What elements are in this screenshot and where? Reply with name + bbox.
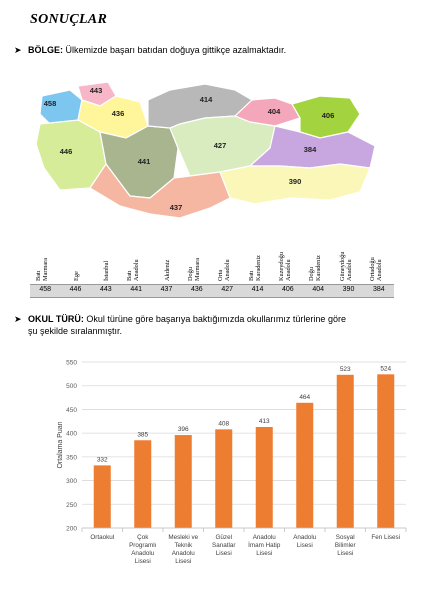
- bullet-school: [14, 313, 423, 337]
- rank-header-cell: [155, 239, 179, 281]
- rank-table-header: [30, 240, 394, 285]
- map-region-value: 390: [288, 177, 302, 186]
- region-rank-table: [30, 240, 394, 298]
- x-tick-label: Lisesi: [256, 550, 273, 557]
- rank-value-cell: 384: [372, 286, 385, 293]
- arrow-bullet-icon: ➤: [14, 314, 22, 324]
- data-label: 523: [339, 365, 351, 373]
- y-tick-label: 250: [66, 501, 77, 509]
- x-tick-label: Programlı: [129, 542, 157, 549]
- x-tick-label: Anadolu: [171, 550, 195, 557]
- rank-header-cell: [215, 239, 239, 281]
- rank-header-label: Güneydoğu Anadolu: [338, 251, 353, 281]
- bar: [337, 375, 354, 528]
- rank-value-cell: 390: [342, 286, 355, 293]
- bullet-school-text: Okul türüne göre başarıya baktığımızda okullarımız türlerine göre: [83, 314, 346, 324]
- x-tick-label: Teknik: [174, 542, 193, 549]
- rank-header-cell: [94, 239, 118, 281]
- data-label: 396: [177, 426, 189, 434]
- rank-header-label: Orta Anadolu: [217, 259, 232, 281]
- y-tick-label: 450: [66, 406, 77, 414]
- rank-header-label: Batı Karadeniz: [247, 255, 262, 281]
- rank-value-cell: 446: [69, 286, 82, 293]
- x-tick-label: Sosyal: [335, 534, 355, 541]
- map-region-value: 384: [303, 145, 317, 154]
- data-label: 332: [96, 456, 108, 464]
- x-tick-label: Anadolu: [293, 534, 317, 541]
- y-axis-label: Ortalama Puan: [57, 421, 64, 469]
- x-tick-label: Bilimler: [334, 542, 356, 549]
- rank-header-label: Batı Anadolu: [126, 259, 141, 281]
- y-tick-label: 350: [66, 454, 77, 462]
- y-tick-label: 400: [66, 430, 77, 438]
- x-tick-label: Çok: [137, 534, 149, 541]
- rank-header-cell: [124, 239, 148, 281]
- bar: [215, 429, 232, 528]
- x-tick-label: Lisesi: [296, 542, 313, 549]
- bar: [377, 374, 394, 528]
- rank-header-label: Doğu Karadeniz: [308, 255, 323, 281]
- bullet-school-label: OKUL TÜRÜ:: [28, 314, 84, 324]
- bar: [134, 440, 151, 528]
- school-type-bar-chart: [56, 356, 416, 586]
- rank-value-cell: 406: [281, 286, 294, 293]
- rank-value-cell: 436: [190, 286, 203, 293]
- x-tick-label: Anadolu: [131, 550, 155, 557]
- map-region-value: 414: [199, 95, 213, 104]
- y-tick-label: 500: [66, 383, 77, 391]
- bullet-region: [14, 44, 286, 56]
- x-tick-label: Ortaokul: [90, 534, 115, 541]
- rank-table-values: [30, 285, 394, 298]
- map-region-value: 437: [169, 203, 183, 212]
- rank-value-cell: 414: [251, 286, 264, 293]
- rank-header-cell: [306, 239, 330, 281]
- rank-header-cell: [185, 239, 209, 281]
- rank-value-cell: 458: [39, 286, 51, 293]
- rank-value-cell: 437: [160, 286, 173, 293]
- arrow-bullet-icon: ➤: [14, 45, 22, 55]
- data-label: 524: [380, 365, 392, 373]
- map-region-value: 443: [89, 86, 103, 95]
- map-region-value: 441: [137, 157, 151, 166]
- x-tick-label: Fen Lisesi: [371, 534, 401, 541]
- rank-header-label: İstanbul: [102, 260, 110, 281]
- rank-header-label: Doğu Marmara: [186, 257, 201, 281]
- rank-header-cell: [367, 239, 391, 281]
- rank-header-cell: [276, 239, 300, 281]
- bullet-region-text: Ülkemizde başarı batıdan doğuya gittikçe azalmaktadır.: [63, 45, 287, 55]
- rank-header-label: Kuzeydoğu Anadolu: [277, 251, 292, 281]
- y-tick-label: 550: [66, 359, 77, 367]
- rank-header-cell: [246, 239, 270, 281]
- bar: [256, 427, 273, 528]
- x-tick-label: İmam Hatip: [248, 542, 281, 549]
- rank-value-cell: 404: [312, 286, 324, 293]
- map-region-value: 458: [43, 99, 57, 108]
- x-tick-label: Güzel: [215, 534, 232, 541]
- rank-header-cell: [33, 239, 57, 281]
- data-label: 385: [137, 431, 149, 439]
- rank-value-cell: 427: [221, 286, 233, 293]
- data-label: 408: [218, 420, 230, 428]
- data-label: 413: [258, 417, 270, 425]
- rank-value-cell: 443: [99, 286, 112, 293]
- page-heading: SONUÇLAR: [30, 12, 108, 27]
- rank-header-cell: [337, 239, 361, 281]
- map-region-value: 427: [213, 141, 227, 150]
- y-tick-label: 300: [66, 478, 77, 486]
- map-region-value: 446: [59, 147, 73, 156]
- x-tick-label: Sanatlar: [212, 542, 236, 549]
- turkey-region-map: [30, 68, 390, 233]
- bullet-school-text-2: şu şekilde sıralanmıştır.: [28, 326, 123, 336]
- rank-header-label: Ortadoğu Anadolu: [368, 257, 383, 281]
- bar: [175, 435, 192, 528]
- rank-header-label: Ege: [72, 271, 80, 281]
- bullet-region-label: BÖLGE:: [28, 45, 63, 55]
- x-tick-label: Lisesi: [337, 550, 354, 557]
- rank-header-label: Batı Marmara: [35, 257, 50, 281]
- rank-value-cell: 441: [130, 286, 142, 293]
- x-tick-label: Mesleki ve: [168, 534, 199, 541]
- rank-header-label: Akdeniz: [163, 259, 171, 281]
- bar: [296, 403, 313, 528]
- x-tick-label: Lisesi: [215, 550, 232, 557]
- map-region-value: 404: [267, 107, 281, 116]
- x-tick-label: Lisesi: [175, 558, 192, 565]
- y-tick-label: 200: [66, 525, 77, 533]
- map-region-value: 406: [321, 111, 335, 120]
- rank-header-cell: [64, 239, 88, 281]
- x-tick-label: Lisesi: [134, 558, 151, 565]
- map-region-value: 436: [111, 109, 125, 118]
- x-tick-label: Anadolu: [252, 534, 276, 541]
- bar: [94, 465, 111, 528]
- data-label: 464: [299, 393, 311, 401]
